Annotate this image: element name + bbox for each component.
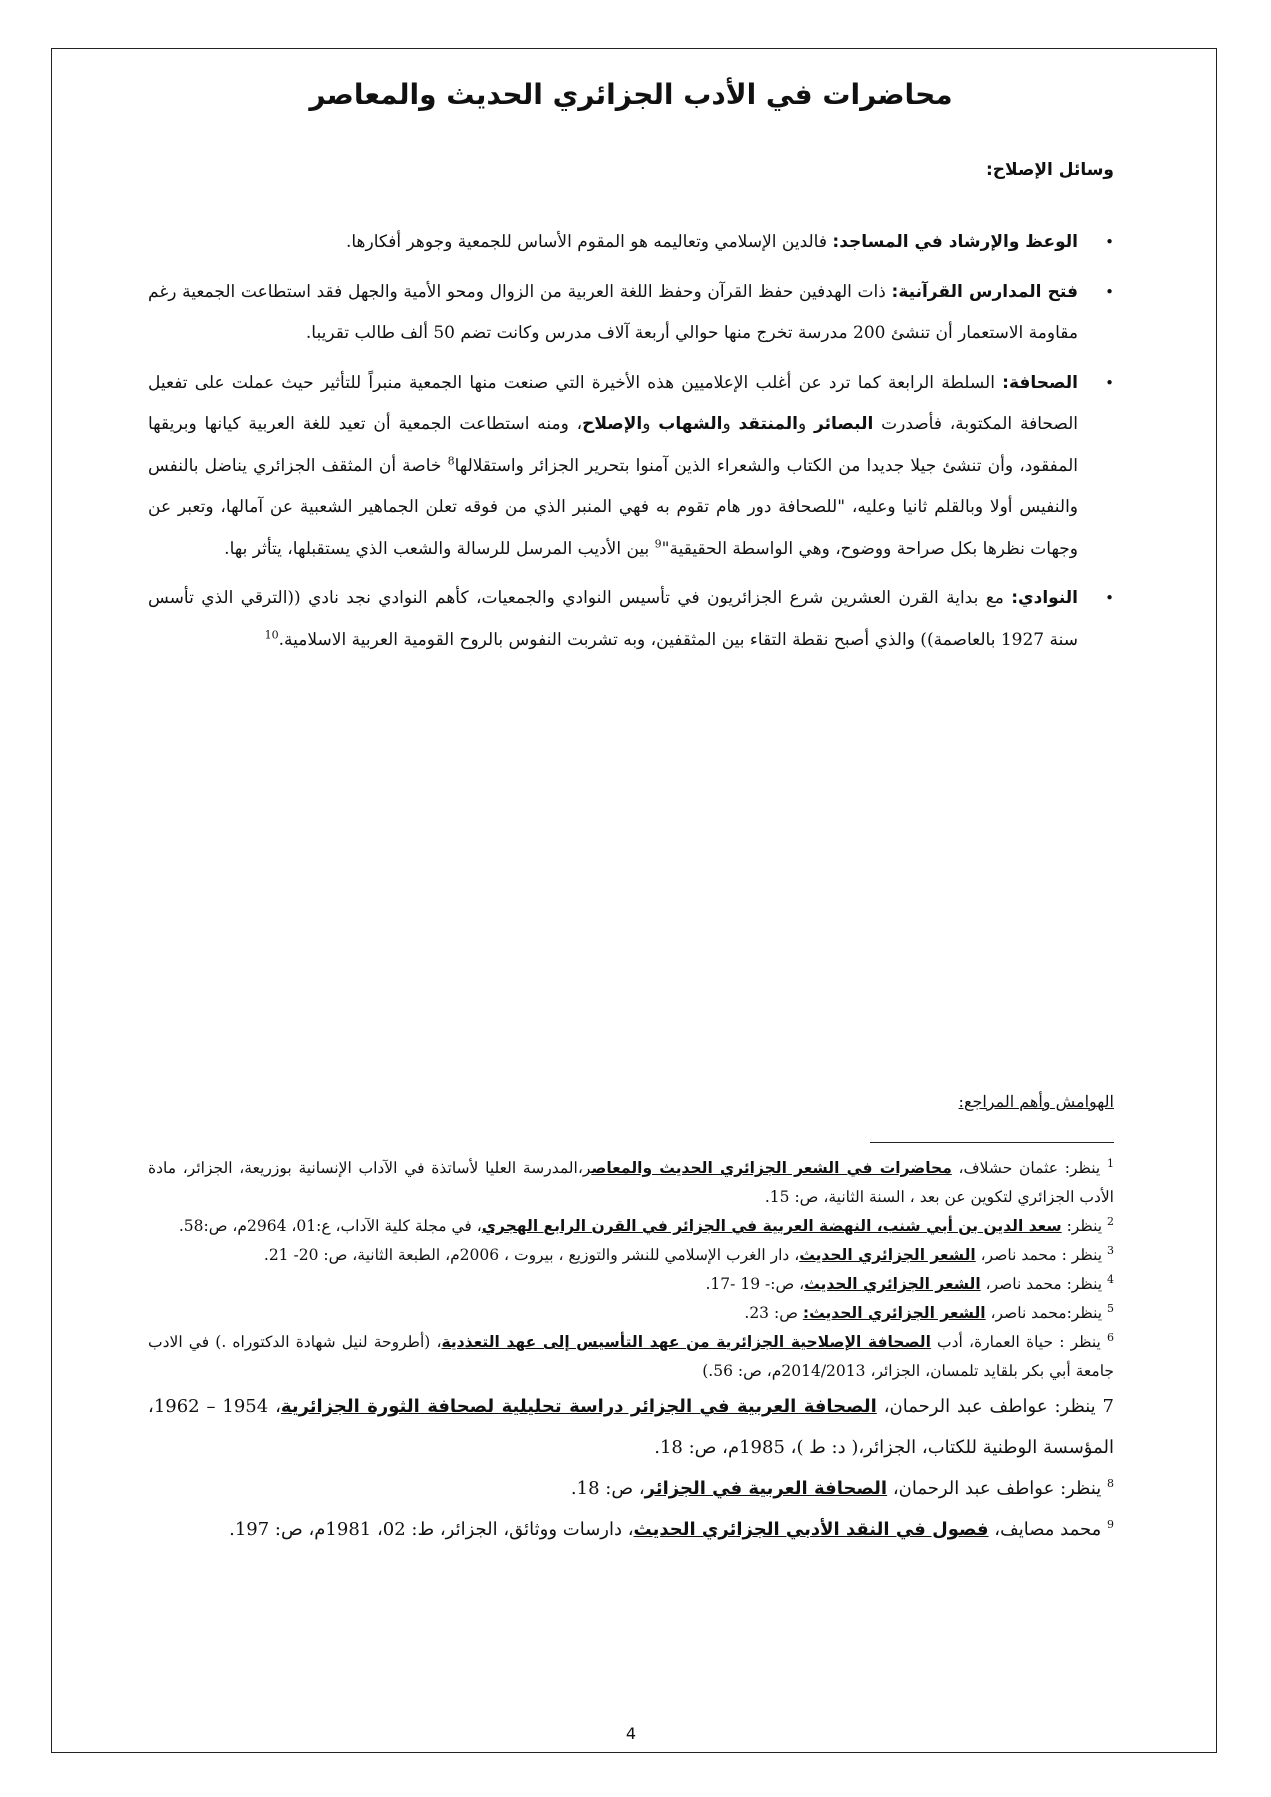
publication-name: البصائر [814, 414, 874, 434]
bullet-icon: • [1105, 589, 1114, 607]
page-number: 4 [625, 1724, 637, 1743]
footnote-text: ينظر: عثمان حشلاف، [951, 1159, 1107, 1177]
publication-name: الإصلاح [582, 414, 643, 434]
section-heading: وسائل الإصلاح: [985, 160, 1114, 180]
footnote-text: ينظر : محمد ناصر، [975, 1246, 1107, 1264]
footnote-text: ينظر : حياة العمارة، أدب [930, 1333, 1108, 1351]
reference-title: سعد الدين بن أبي شنب، النهضة العربية في الجزائر في القرن الرابع الهجري [481, 1217, 1062, 1235]
footnote [148, 1154, 1114, 1212]
item-text: مع بداية القرن العشرين شرع الجزائريون في تأسيس النوادي والجمعيات، كأهم النوادي نجد نادي ((الترقي الذي تأسس سنة 1927 بالعاصمة)) والذي أصبح نقطة التقاء بين المثقفين، وبه تشربت النفوس بالروح القومية العربية الاسلامية. [148, 588, 1078, 650]
footnote-text: ، ص:- 19 -17. [705, 1275, 805, 1293]
footnote-number: 8 [1107, 1477, 1114, 1490]
item-term: الوعظ والإرشاد في المساجد: [832, 232, 1078, 252]
footnote-ref[interactable]: 9 [654, 536, 662, 550]
bullet-icon: • [1105, 282, 1114, 301]
publication-name: الشهاب [658, 414, 723, 434]
footnote [148, 1270, 1114, 1299]
conjunction: و [798, 414, 815, 434]
page-title: محاضرات في الأدب الجزائري الحديث والمعاصر [309, 78, 953, 111]
footnote-text: محمد مصايف، [988, 1519, 1107, 1540]
reference-title: الشعر الجزائري الحديث: [802, 1304, 986, 1322]
bullet-icon: • [1105, 373, 1114, 392]
footnote-text: ص: 23. [744, 1304, 803, 1322]
reference-title: الشعر الجزائري الحديث [804, 1275, 981, 1293]
footnote-text: ينظر:محمد ناصر، [985, 1304, 1107, 1322]
reference-title: الصحافة الإصلاحية الجزائرية من عهد التأسيس إلى عهد التعذدية [441, 1333, 931, 1351]
item-text: ذات الهدفين حفظ القرآن وحفظ اللغة العربية من الزوال ومحو الأمية والجهل فقد استطاعت الجمعية رغم مقاومة الاستعمار أن تنشئ 200 مدرسة تخرج منها حوالي أربعة آلاف مدرس وكانت تضم 50 ألف طالب تقريبا. [148, 281, 1078, 343]
item-text: خاصة أن المثقف الجزائري يناضل بالنفس والنفيس أولا وبالقلم ثانيا وعليه، "للصحافة دور هام تقوم به فهي المنبر الذي من فوقه تعلن الجماهير الشعبية عن آمالها، وتعبر عن وجهات نظرها بكل صراحة ووضوح، وهي الواسطة الحقيقية" [148, 455, 1078, 559]
list-item [148, 222, 1114, 264]
footnote [148, 1386, 1114, 1468]
footnote-number: 4 [1107, 1272, 1114, 1286]
item-term: النوادي: [1011, 588, 1078, 608]
footnote [148, 1509, 1114, 1550]
footnote-text: ينظر: محمد ناصر، [980, 1275, 1107, 1293]
item-term: الصحافة: [1002, 372, 1078, 393]
reference-title: فصول في النقد الأدبي الجزائري الحديث [633, 1519, 989, 1540]
footnote-ref[interactable]: 10 [264, 627, 279, 641]
reference-title: الصحافة العربية في الجزائر دراسة تحليلية لصحافة الثورة الجزائرية [280, 1396, 877, 1417]
footnote [148, 1212, 1114, 1241]
footnote [148, 1299, 1114, 1328]
item-text: ، ومنه استطاعت الجمعية أن تعيد للغة العربية كيانها وبريقها المفقود، وأن تنشئ جيلا جديدا من الكتاب والشعراء الذين آمنوا بتحرير الجزائر واستقلالها [148, 414, 1078, 476]
footnote-number: 6 [1107, 1330, 1115, 1344]
footnote-number: 5 [1107, 1301, 1114, 1315]
footnote-number: 7 [1102, 1396, 1114, 1417]
footnote [148, 1468, 1114, 1509]
footnote-text: ، 1954 – 1962، المؤسسة الوطنية للكتاب، الجزائر،( د: ط )، 1985م، ص: 18. [148, 1396, 1114, 1458]
footnote-text: ينظر: [1061, 1217, 1107, 1235]
footnote-text: ر،المدرسة العليا لأساتذة في الآداب الإنسانية بوزريعة، الجزائر، مادة الأدب الجزائري لتكوين عن بعد ، السنة الثانية، ص: 15. [148, 1159, 1114, 1206]
list-item [148, 578, 1114, 661]
item-text: فالدين الإسلامي وتعاليمه هو المقوم الأساس للجمعية وجوهر أفكارها. [345, 232, 833, 252]
footnote-text: ، في مجلة كلية الآداب، ع:01، 2964م، ص:58. [178, 1217, 482, 1235]
footnote-number: 3 [1107, 1243, 1114, 1257]
item-term: فتح المدارس القرآنية: [891, 281, 1079, 302]
footnote-number: 1 [1106, 1156, 1114, 1170]
publication-name: المنتقد [738, 414, 799, 434]
list-item [148, 272, 1114, 355]
footnote-text: ينظر: عواطف عبد الرحمان، [887, 1478, 1107, 1499]
list-item [148, 363, 1114, 571]
footnote [148, 1241, 1114, 1270]
footnote-text: ، دارسات ووثائق، الجزائر، ط: 02، 1981م، ص: 197. [229, 1519, 634, 1540]
conjunction: و [642, 414, 659, 434]
footnote-ref[interactable]: 8 [447, 453, 455, 467]
reference-title: الشعر الجزائري الحديث [799, 1246, 976, 1264]
reference-title: الصحافة العربية في الجزائر [644, 1478, 888, 1499]
footnote-divider [870, 1142, 1114, 1143]
footnote-text: ، (أطروحة لنيل شهادة الدكتوراه .) في الادب جامعة أبي بكر بلقايد تلمسان، الجزائر، 2014/2013م، ص: 56.) [148, 1333, 1114, 1380]
footnote-number: 9 [1107, 1518, 1114, 1531]
item-text: بين الأديب المرسل للرسالة والشعب الذي يستقبلها، يتأثر بها. [224, 538, 655, 559]
footnote-text: ، دار الغرب الإسلامي للنشر والتوزيع ، بيروت ، 2006م، الطبعة الثانية، ص: 20- 21. [263, 1246, 800, 1264]
footnote-text: ينظر: عواطف عبد الرحمان، [876, 1396, 1103, 1417]
footnote [148, 1328, 1114, 1386]
footnotes [148, 1154, 1114, 1550]
reference-title: محاضرات في الشعر الجزائري الحديث والمعاص [591, 1159, 952, 1177]
bullet-icon: • [1105, 233, 1114, 251]
footnote-text: ، ص: 18. [570, 1478, 645, 1499]
footnote-number: 2 [1107, 1214, 1114, 1228]
conjunction: و [722, 414, 739, 434]
footnotes-title: الهوامش وأهم المراجع: [958, 1092, 1114, 1111]
bullet-list [148, 222, 1114, 669]
item-text: السلطة الرابعة كما ترد عن أغلب الإعلاميين هذه الأخيرة التي صنعت منها الجمعية منبراً للتأثير حيث عملت على تفعيل الصحافة المكتوبة، فأصدرت [148, 372, 1079, 434]
